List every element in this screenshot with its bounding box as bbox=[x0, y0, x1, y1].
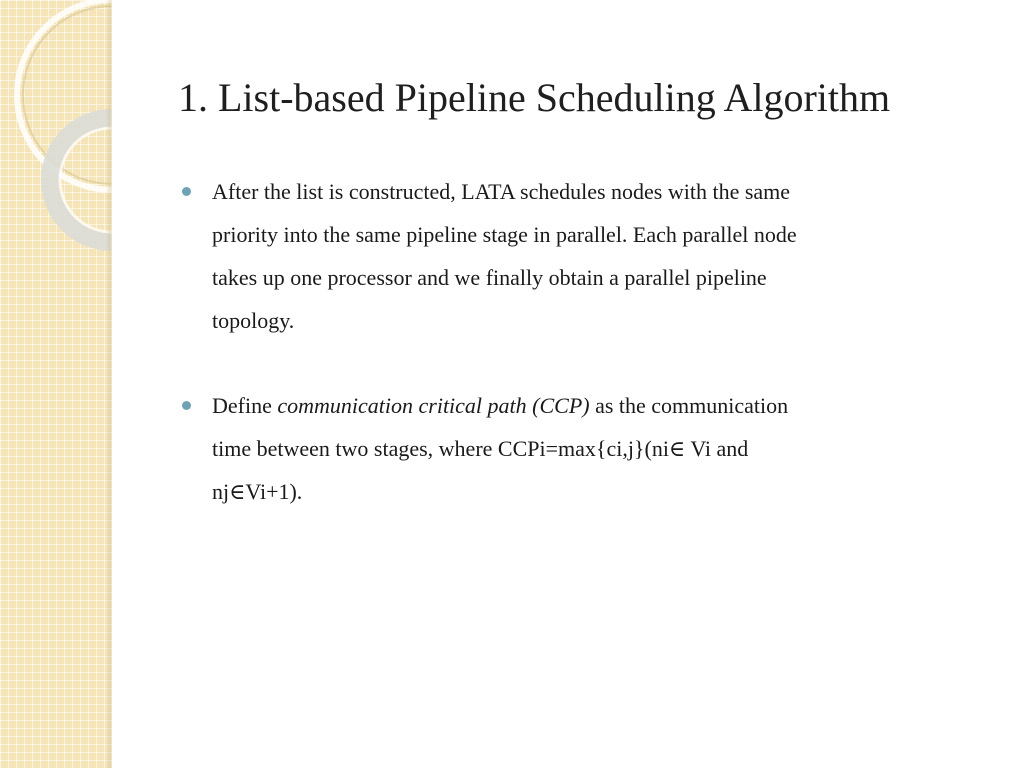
sidebar-edge bbox=[106, 0, 112, 768]
slide-title: 1. List-based Pipeline Scheduling Algorithm bbox=[178, 75, 891, 120]
bullet-text-line: nj∈Vi+1). bbox=[212, 479, 303, 504]
bullet-text-line: After the list is constructed, LATA schedules nodes with the same bbox=[212, 179, 791, 204]
bullet-item bbox=[182, 170, 982, 342]
bullet-dot-icon bbox=[182, 187, 191, 196]
bullet-item bbox=[182, 384, 982, 513]
bullet-text-line: priority into the same pipeline stage in parallel. Each parallel node bbox=[212, 222, 797, 247]
text-plain: Define bbox=[212, 393, 278, 418]
bullet-text-line: time between two stages, where CCPi=max{ci,j}(ni∈ Vi and bbox=[212, 436, 749, 461]
decorative-sidebar bbox=[0, 0, 112, 768]
text-italic-term: communication critical path (CCP) bbox=[277, 393, 590, 418]
bullet-text-line bbox=[212, 384, 982, 427]
bullet-text-line: takes up one processor and we finally obtain a parallel pipeline bbox=[212, 265, 767, 290]
decorative-rings-icon bbox=[0, 0, 112, 260]
bullet-text-line: topology. bbox=[212, 308, 295, 333]
slide-content bbox=[182, 170, 982, 555]
text-plain: as the communication bbox=[589, 393, 789, 418]
bullet-dot-icon bbox=[182, 401, 191, 410]
